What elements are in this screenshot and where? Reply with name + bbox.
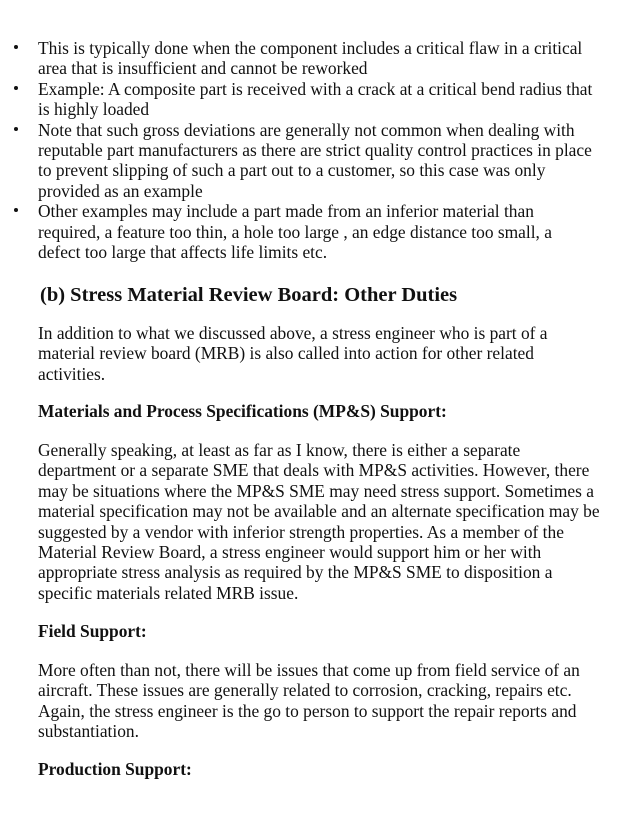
bullet-text: Other examples may include a part made from an inferior material than required, a feature too thin, a hole too large , an edge distance too small, a defect too large that affects life limits etc. (38, 201, 552, 263)
list-item (38, 79, 598, 120)
mps-heading: Materials and Process Specifications (MP&S) Support: (38, 401, 447, 421)
intro-paragraph: In addition to what we discussed above, a stress engineer who is part of a material review board (MRB) is also called into action for other related activities. (38, 323, 548, 384)
bullet-icon (14, 45, 18, 49)
bullet-icon (14, 86, 18, 90)
field-support-heading: Field Support: (38, 621, 147, 641)
bullet-text: Example: A composite part is received with a crack at a critical bend radius that is highly loaded (38, 78, 593, 120)
bullet-text: This is typically done when the component includes a critical flaw in a critical area that is insufficient and cannot be reworked (38, 38, 583, 79)
mps-paragraph: Generally speaking, at least as far as I know, there is either a separate department or a separate SME that deals with MP&S activities. However, there may be situations where the MP&S SME may need stress support. Sometimes a material specification may not be available and an alternate specification may be suggested by a vendor with inferior strength properties. As a member of the Material Review Board, a stress engineer would support him or her with appropriate stress analysis as required by the MP&S SME to disposition a specific materials related MRB issue. (38, 440, 600, 603)
production-support-heading: Production Support: (38, 759, 192, 779)
bullet-icon (14, 127, 18, 131)
list-item (38, 201, 598, 262)
field-support-paragraph: More often than not, there will be issues that come up from field service of an aircraft. These issues are generally related to corrosion, cracking, repairs etc. Again, the stress engineer is the go to person to support the repair reports and substantiation. (38, 660, 580, 742)
bullet-text: Note that such gross deviations are generally not common when dealing with reputable part manufacturers as there are strict quality control practices in place to prevent slipping of such a part out to a customer, so this case was only provided as an example (38, 119, 592, 201)
list-item (38, 38, 598, 79)
list-item (38, 120, 598, 202)
section-heading: (b) Stress Material Review Board: Other Duties (40, 284, 458, 306)
bullet-icon (14, 208, 18, 212)
bullet-list (38, 38, 598, 262)
